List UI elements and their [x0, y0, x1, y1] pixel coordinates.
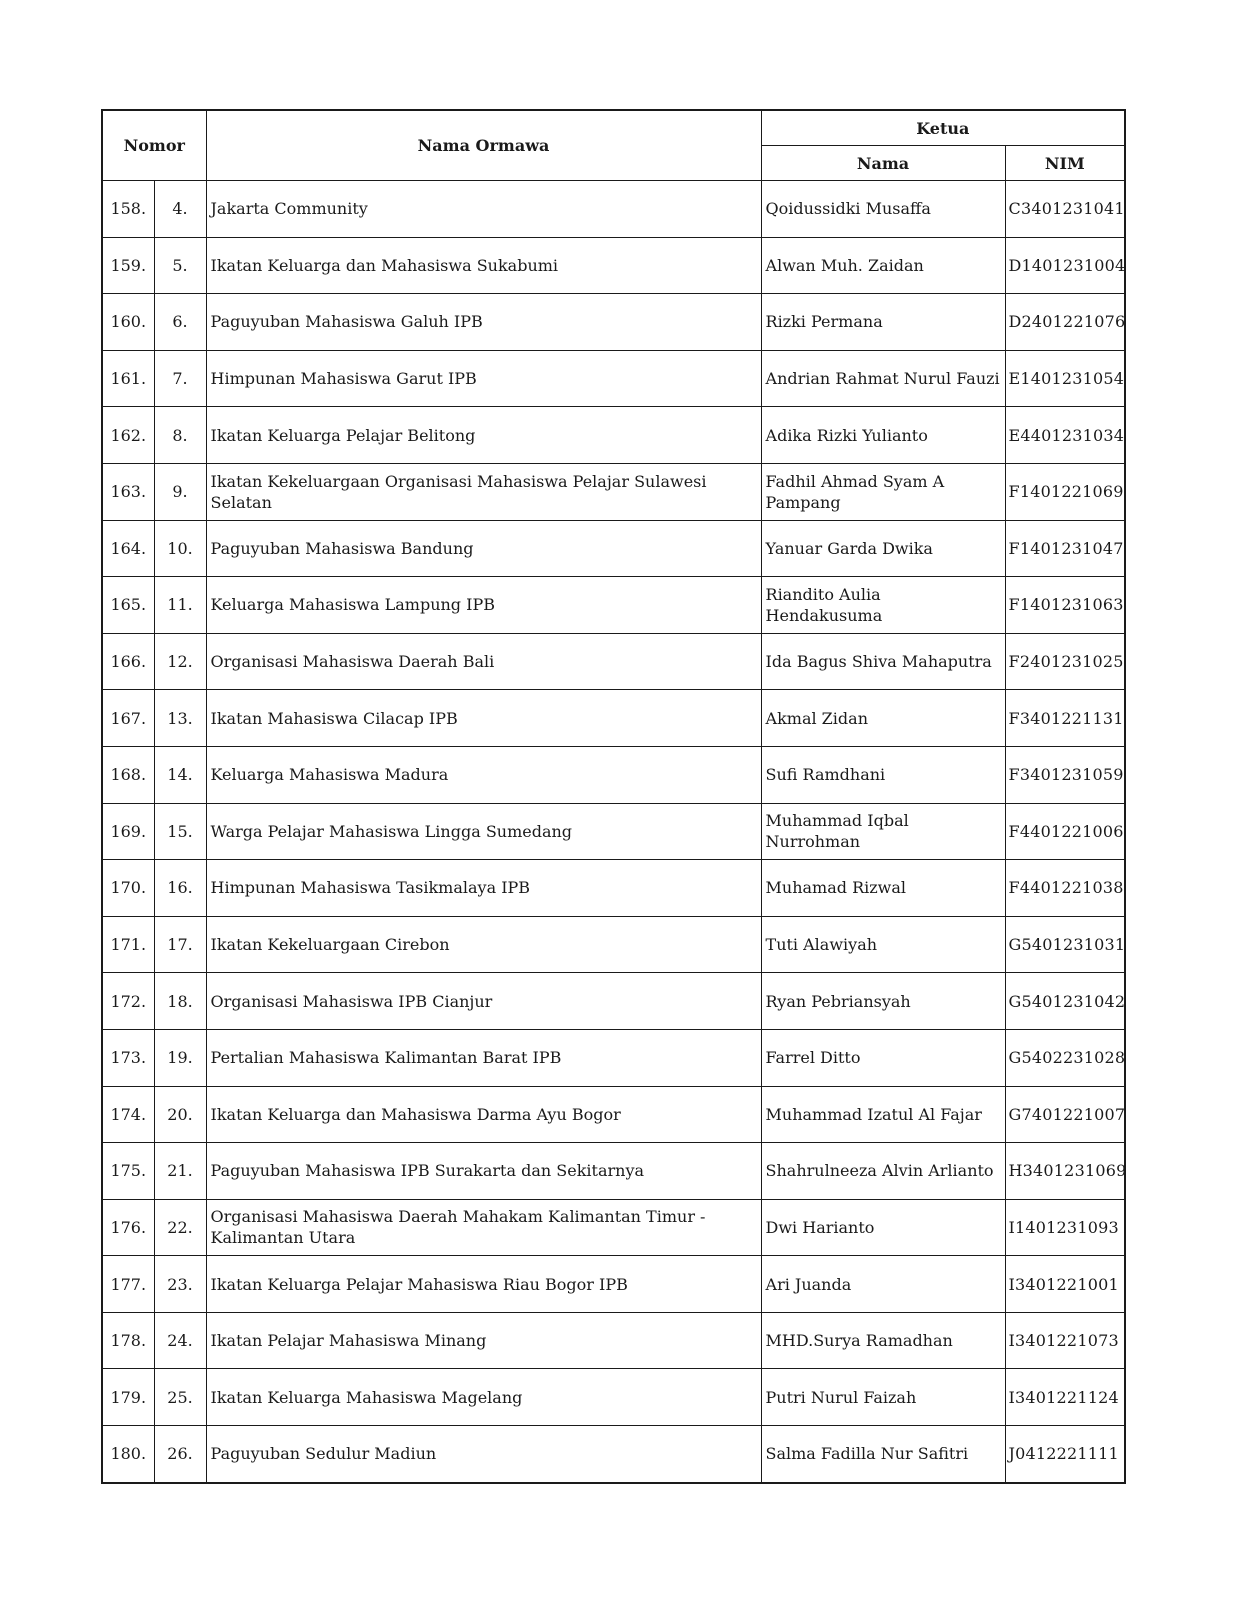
nim-cell: E4401231034: [1005, 407, 1125, 464]
table-row: [102, 520, 1125, 577]
row-number-global: 166.: [102, 633, 154, 690]
row-number-global: 158.: [102, 181, 154, 238]
ketua-name-cell: MHD.Surya Ramadhan: [761, 1312, 1005, 1369]
ormawa-name-cell: Ikatan Keluarga Mahasiswa Magelang: [206, 1369, 761, 1426]
row-number-global: 177.: [102, 1256, 154, 1313]
row-number-global: 179.: [102, 1369, 154, 1426]
row-number-global: 168.: [102, 746, 154, 803]
ketua-name-cell: Dwi Harianto: [761, 1199, 1005, 1256]
table-row: [102, 350, 1125, 407]
table-row: [102, 1199, 1125, 1256]
table-row: [102, 407, 1125, 464]
ormawa-name-cell: Paguyuban Sedulur Madiun: [206, 1426, 761, 1483]
table-row: [102, 577, 1125, 634]
ormawa-name-cell: Paguyuban Mahasiswa IPB Surakarta dan Sekitarnya: [206, 1143, 761, 1200]
table-row: [102, 916, 1125, 973]
ketua-name-cell: Ryan Pebriansyah: [761, 973, 1005, 1030]
ketua-name-cell: Muhammad Iqbal Nurrohman: [761, 803, 1005, 860]
nim-cell: E1401231054: [1005, 350, 1125, 407]
ketua-name-cell: Akmal Zidan: [761, 690, 1005, 747]
ketua-name-cell: Yanuar Garda Dwika: [761, 520, 1005, 577]
ormawa-name-cell: Ikatan Kekeluargaan Cirebon: [206, 916, 761, 973]
row-number-local: 11.: [154, 577, 206, 634]
row-number-global: 163.: [102, 463, 154, 520]
row-number-local: 13.: [154, 690, 206, 747]
row-number-local: 15.: [154, 803, 206, 860]
row-number-local: 22.: [154, 1199, 206, 1256]
ketua-name-cell: Farrel Ditto: [761, 1029, 1005, 1086]
ketua-name-cell: Tuti Alawiyah: [761, 916, 1005, 973]
row-number-local: 19.: [154, 1029, 206, 1086]
table-row: [102, 860, 1125, 917]
nim-cell: I1401231093: [1005, 1199, 1125, 1256]
nim-cell: F1401221069: [1005, 463, 1125, 520]
table-row: [102, 463, 1125, 520]
nim-cell: G5402231028: [1005, 1029, 1125, 1086]
row-number-local: 9.: [154, 463, 206, 520]
nim-cell: F1401231063: [1005, 577, 1125, 634]
table-row: [102, 690, 1125, 747]
row-number-local: 14.: [154, 746, 206, 803]
row-number-global: 180.: [102, 1426, 154, 1483]
nim-cell: F1401231047: [1005, 520, 1125, 577]
row-number-local: 5.: [154, 237, 206, 294]
ketua-name-cell: Ida Bagus Shiva Mahaputra: [761, 633, 1005, 690]
row-number-global: 162.: [102, 407, 154, 464]
table-body: [102, 181, 1125, 1483]
ormawa-name-cell: Keluarga Mahasiswa Lampung IPB: [206, 577, 761, 634]
table-row: [102, 294, 1125, 351]
table-row: [102, 1369, 1125, 1426]
row-number-global: 173.: [102, 1029, 154, 1086]
row-number-global: 167.: [102, 690, 154, 747]
ormawa-name-cell: Keluarga Mahasiswa Madura: [206, 746, 761, 803]
nim-cell: C3401231041: [1005, 181, 1125, 238]
ormawa-name-cell: Organisasi Mahasiswa Daerah Mahakam Kalimantan Timur - Kalimantan Utara: [206, 1199, 761, 1256]
table-row: [102, 1312, 1125, 1369]
nim-cell: F3401221131: [1005, 690, 1125, 747]
table-row: [102, 1029, 1125, 1086]
row-number-global: 172.: [102, 973, 154, 1030]
row-number-local: 8.: [154, 407, 206, 464]
ormawa-name-cell: Ikatan Keluarga dan Mahasiswa Sukabumi: [206, 237, 761, 294]
ormawa-name-cell: Ikatan Keluarga Pelajar Mahasiswa Riau Bogor IPB: [206, 1256, 761, 1313]
nim-cell: G5401231031: [1005, 916, 1125, 973]
nim-cell: I3401221073: [1005, 1312, 1125, 1369]
row-number-global: 160.: [102, 294, 154, 351]
row-number-global: 170.: [102, 860, 154, 917]
row-number-global: 178.: [102, 1312, 154, 1369]
ketua-name-cell: Sufi Ramdhani: [761, 746, 1005, 803]
ketua-name-cell: Riandito Aulia Hendakusuma: [761, 577, 1005, 634]
ketua-name-cell: Salma Fadilla Nur Safitri: [761, 1426, 1005, 1483]
ormawa-name-cell: Ikatan Pelajar Mahasiswa Minang: [206, 1312, 761, 1369]
row-number-local: 23.: [154, 1256, 206, 1313]
row-number-global: 171.: [102, 916, 154, 973]
ormawa-name-cell: Ikatan Mahasiswa Cilacap IPB: [206, 690, 761, 747]
row-number-local: 21.: [154, 1143, 206, 1200]
row-number-local: 20.: [154, 1086, 206, 1143]
row-number-global: 165.: [102, 577, 154, 634]
nim-cell: J0412221111: [1005, 1426, 1125, 1483]
table-row: [102, 633, 1125, 690]
ormawa-name-cell: Paguyuban Mahasiswa Galuh IPB: [206, 294, 761, 351]
ketua-name-cell: Putri Nurul Faizah: [761, 1369, 1005, 1426]
nim-cell: D2401221076: [1005, 294, 1125, 351]
table-row: [102, 746, 1125, 803]
ormawa-name-cell: Himpunan Mahasiswa Garut IPB: [206, 350, 761, 407]
nim-cell: H3401231069: [1005, 1143, 1125, 1200]
ormawa-name-cell: Pertalian Mahasiswa Kalimantan Barat IPB: [206, 1029, 761, 1086]
header-nomor: Nomor: [102, 110, 206, 181]
ormawa-name-cell: Ikatan Keluarga Pelajar Belitong: [206, 407, 761, 464]
row-number-global: 159.: [102, 237, 154, 294]
row-number-global: 169.: [102, 803, 154, 860]
ketua-name-cell: Muhammad Izatul Al Fajar: [761, 1086, 1005, 1143]
row-number-local: 12.: [154, 633, 206, 690]
row-number-local: 7.: [154, 350, 206, 407]
ketua-name-cell: Muhamad Rizwal: [761, 860, 1005, 917]
row-number-local: 6.: [154, 294, 206, 351]
header-nim: NIM: [1005, 146, 1125, 181]
ketua-name-cell: Rizki Permana: [761, 294, 1005, 351]
row-number-local: 24.: [154, 1312, 206, 1369]
ketua-name-cell: Ari Juanda: [761, 1256, 1005, 1313]
nim-cell: F3401231059: [1005, 746, 1125, 803]
header-nama-ormawa: Nama Ormawa: [206, 110, 761, 181]
ormawa-name-cell: Organisasi Mahasiswa Daerah Bali: [206, 633, 761, 690]
row-number-global: 176.: [102, 1199, 154, 1256]
ormawa-name-cell: Warga Pelajar Mahasiswa Lingga Sumedang: [206, 803, 761, 860]
nim-cell: D1401231004: [1005, 237, 1125, 294]
row-number-local: 10.: [154, 520, 206, 577]
header-nama: Nama: [761, 146, 1005, 181]
document-page: [101, 109, 1126, 1484]
table-row: [102, 1426, 1125, 1483]
ketua-name-cell: Fadhil Ahmad Syam A Pampang: [761, 463, 1005, 520]
ketua-name-cell: Adika Rizki Yulianto: [761, 407, 1005, 464]
row-number-local: 18.: [154, 973, 206, 1030]
ormawa-name-cell: Paguyuban Mahasiswa Bandung: [206, 520, 761, 577]
table-row: [102, 803, 1125, 860]
table-row: [102, 181, 1125, 238]
row-number-global: 175.: [102, 1143, 154, 1200]
table-row: [102, 1143, 1125, 1200]
ketua-name-cell: Alwan Muh. Zaidan: [761, 237, 1005, 294]
row-number-local: 4.: [154, 181, 206, 238]
row-number-local: 25.: [154, 1369, 206, 1426]
ormawa-name-cell: Ikatan Keluarga dan Mahasiswa Darma Ayu Bogor: [206, 1086, 761, 1143]
table-row: [102, 1086, 1125, 1143]
ormawa-name-cell: Himpunan Mahasiswa Tasikmalaya IPB: [206, 860, 761, 917]
nim-cell: G5401231042: [1005, 973, 1125, 1030]
row-number-local: 26.: [154, 1426, 206, 1483]
nim-cell: F4401221006: [1005, 803, 1125, 860]
nim-cell: I3401221124: [1005, 1369, 1125, 1426]
ormawa-table: [101, 109, 1126, 1484]
row-number-global: 174.: [102, 1086, 154, 1143]
ormawa-name-cell: Jakarta Community: [206, 181, 761, 238]
nim-cell: G7401221007: [1005, 1086, 1125, 1143]
nim-cell: I3401221001: [1005, 1256, 1125, 1313]
table-row: [102, 237, 1125, 294]
nim-cell: F4401221038: [1005, 860, 1125, 917]
ketua-name-cell: Andrian Rahmat Nurul Fauzi: [761, 350, 1005, 407]
row-number-local: 17.: [154, 916, 206, 973]
header-ketua: Ketua: [761, 110, 1125, 146]
ormawa-name-cell: Organisasi Mahasiswa IPB Cianjur: [206, 973, 761, 1030]
row-number-global: 161.: [102, 350, 154, 407]
table-row: [102, 973, 1125, 1030]
table-header: [102, 110, 1125, 181]
table-row: [102, 1256, 1125, 1313]
ketua-name-cell: Qoidussidki Musaffa: [761, 181, 1005, 238]
ormawa-name-cell: Ikatan Kekeluargaan Organisasi Mahasiswa Pelajar Sulawesi Selatan: [206, 463, 761, 520]
nim-cell: F2401231025: [1005, 633, 1125, 690]
row-number-global: 164.: [102, 520, 154, 577]
row-number-local: 16.: [154, 860, 206, 917]
ketua-name-cell: Shahrulneeza Alvin Arlianto: [761, 1143, 1005, 1200]
